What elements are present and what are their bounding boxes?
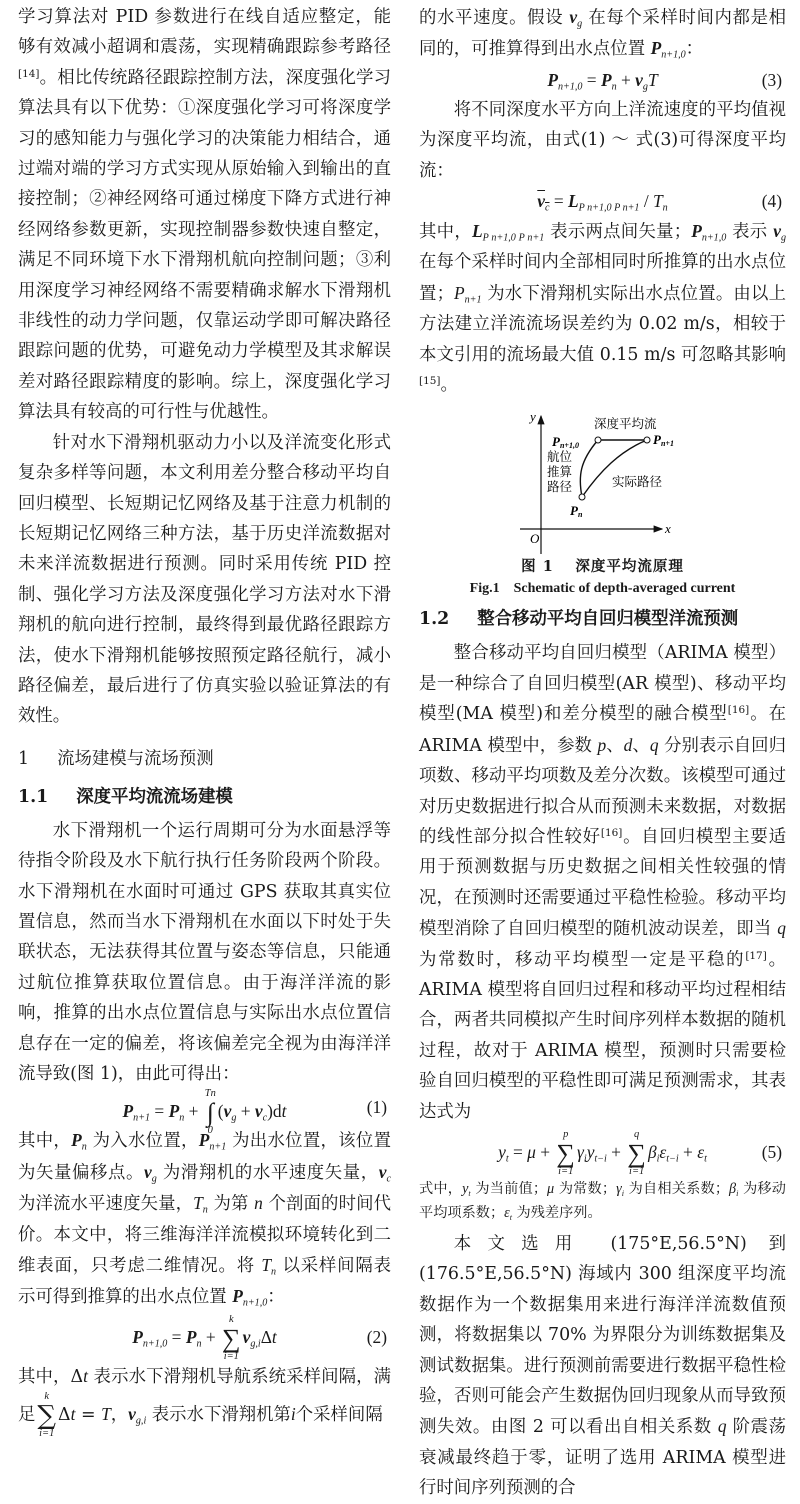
label-depth-averaged-current: 深度平均流 [594, 417, 657, 432]
paragraph [18, 428, 391, 732]
text-run: 。 [440, 375, 458, 396]
label-pn1: Pn+1 [653, 432, 674, 449]
math-subscript: i [583, 1153, 587, 1165]
equation-3 [419, 65, 786, 95]
math-subscript: g [151, 1173, 157, 1185]
text-run: 。相比传统路径跟踪控制方法，深度强化学习算法具有以下优势：①深度强化学习可将深度学习的感知能力与强化学习的决策能力相结合，通过端对端的学习方式实现从原始输入到输出的直接控制；②神经网络可通过梯度下降方式进行神经网络参数更新，实现控制器参数快速自整定，满足不同环境下水下滑翔机航向控制问题；③利用深度学习神经网络不需要精确求解水下滑翔机非线性的动力学问题，仅靠运动学即可解决路径跟踪问题的优势，可避免动力学模型及其求解误差对路径跟踪精度的影响。综上，深度强化学习算法具有较高的可行性与优越性。 [18, 67, 391, 423]
math-variable: p [597, 734, 607, 755]
math-subscript: n [179, 1112, 185, 1124]
math-subscript: t [704, 1153, 707, 1165]
label-pn10: Pn+1,0 [552, 434, 579, 451]
math-variable: $P_{n+1,0}$ [691, 221, 727, 244]
subsection-heading [419, 600, 786, 638]
math-subscript: g [780, 232, 786, 244]
text-run: 为常数时，移动平均模型一定是平稳的 [419, 949, 746, 970]
text-run: 整合移动平均自回归模型（ARIMA 模型）是一种综合了自回归模型(AR 模型)、移动平均模型(MA 模型)和差分模型的融合模型 [419, 643, 786, 725]
math-subscript: t [468, 1188, 471, 1198]
paragraph [419, 1229, 786, 1504]
math-variable: q [717, 1416, 727, 1437]
text-run: = [75, 1405, 102, 1426]
math-subscript: n [662, 202, 668, 214]
text-run: 为水下滑翔机实际出水点位置。由以上方法建立洋流流场误差约为 0.02 m/s，相较于本文引用的流场最大值 0.15 m/s 可忽略其影响 [419, 283, 786, 365]
text-run: 本文选用 (175°E,56.5°N) 到 (176.5°E,56.5°N) 海域内 300 组深度平均流数据作为一个数据集用来进行海洋洋流数值预测，将数据集以 70% 为界限分为训练数据集及测试数据集。进行预测前需要进行数据平稳性检验，否则可能会产生数据伪回归现象从而导致预测失效。由图 2 可以看出自相关系数 [419, 1233, 786, 1438]
math-subscript: P n+1,0 P n+1 [482, 232, 545, 244]
paragraph [419, 216, 786, 400]
lower-limit: i=1 [629, 1166, 645, 1178]
text-run: 为常数； [554, 1180, 617, 1197]
equation-body [498, 1129, 707, 1178]
text-run: 其中， [18, 1131, 72, 1152]
math-subscript: n+1,0 [558, 81, 583, 93]
text-run: 将不同深度水平方向上洋流速度的平均值视为深度平均流，由式(1) ～ 式(3)可得深度平均流： [419, 99, 786, 181]
upper-limit: k [228, 1314, 234, 1326]
text-run: 为第 [207, 1194, 255, 1215]
math-subscript: n+1 [464, 294, 482, 306]
integral-symbol [205, 1089, 216, 1136]
equation-note [419, 1177, 786, 1225]
math-subscript: i [621, 1188, 624, 1198]
section-number: 1 [18, 748, 30, 769]
math-variable: $v_g$ [143, 1161, 157, 1185]
math-variable: $T_n$ [193, 1193, 208, 1216]
text-run: = [582, 69, 601, 90]
paragraph [419, 95, 786, 186]
text-run: ： [685, 39, 704, 60]
equation-2 [18, 1313, 391, 1361]
equation-number: (5) [761, 1141, 782, 1162]
text-run: + [236, 1100, 255, 1121]
section-number: 1.1 [18, 786, 49, 807]
math-variable: T [647, 69, 658, 90]
figure-caption-cn: 图 1 深度平均流原理 [521, 558, 684, 576]
text-run: 的水平速度。假设 [419, 8, 570, 28]
math-subscript: i [656, 1153, 660, 1165]
text-run: = [549, 191, 569, 212]
math-variable: t [271, 1326, 277, 1347]
math-variable: $\beta_i$ [647, 1141, 660, 1165]
equation-body [132, 1314, 277, 1362]
equation-number: (1) [366, 1097, 387, 1118]
sum-symbol [37, 1392, 56, 1439]
math-variable: μ [527, 1141, 536, 1162]
text-run: + [678, 1141, 698, 1162]
text-run: 表示水下滑翔机导航系统采样间隔，满足 [18, 1366, 392, 1426]
text-run: + [184, 1100, 203, 1121]
math-variable: $P_{n+1}$ [122, 1100, 151, 1124]
math-variable: q [649, 734, 659, 755]
section-heading [18, 740, 391, 778]
math-variable: $P_{n+1,0}$ [547, 69, 583, 93]
text-run: 水下滑翔机一个运行周期可分为水面悬浮等待指令阶段及水下航行执行任务阶段两个阶段。水下滑翔机在水面时可通过 GPS 获取其真实位置信息，然而当水下滑翔机在水面以下时处于失联状态，无法获得其位置与姿态等信息，只能通过航位推算获取位置信息。由于海洋洋流的影响，推算的出水点位置信息与实际出水点位置信息存在一定的偏差，将该偏差完全视为由海洋洋流导致(图 1)，由此可得出： [18, 820, 391, 1084]
text-run: = [167, 1326, 186, 1347]
text-run: 为残差序列。 [512, 1204, 602, 1221]
math-variable: $P_n$ [71, 1130, 87, 1153]
math-variable: $\varepsilon_t$ [697, 1141, 707, 1165]
math-variable: $P_{n+1,0}$ [232, 1286, 268, 1309]
math-subscript: n+1,0 [142, 1338, 168, 1350]
text-run: 表示水下滑翔机第 [146, 1405, 291, 1426]
sum-symbol [627, 1130, 646, 1177]
equation-number: (4) [761, 191, 782, 212]
equation-number: (3) [761, 69, 782, 90]
math-subscript: n+1,0 [661, 49, 686, 61]
text-run: 为滑翔机的水平速度矢量， [156, 1162, 379, 1183]
math-variable: $P_n$ [168, 1100, 185, 1124]
equation-5 [419, 1127, 786, 1177]
sum-symbol [556, 1130, 575, 1177]
text-run: 其中，Δ [18, 1366, 84, 1387]
citation: [17] [745, 949, 767, 962]
text-run: + [535, 1141, 555, 1162]
math-variable: q [777, 918, 786, 939]
label-dead-reckoning-3: 路径 [547, 480, 573, 495]
text-run: 表示 [726, 222, 774, 243]
citation: [16] [727, 704, 750, 717]
text-run: + [606, 1141, 626, 1162]
citation: [16] [600, 826, 623, 839]
text-run: ： [267, 1287, 285, 1308]
citation: [14] [18, 67, 40, 80]
operator: ∑ [222, 1323, 241, 1353]
section-title: 深度平均流流场建模 [76, 786, 233, 807]
text-run: 为洋流水平速度矢量， [18, 1194, 194, 1215]
math-variable: $\gamma_i$ [616, 1180, 624, 1198]
text-run: 、 [632, 735, 650, 756]
citation: [15] [419, 374, 441, 387]
dead-reckoning-path [580, 440, 598, 497]
figure-depth-averaged-current [500, 406, 700, 556]
math-variable: $v_g$ [223, 1100, 237, 1124]
equation-number: (2) [366, 1326, 387, 1347]
math-variable: $P_n$ [600, 69, 617, 93]
math-subscript: n+1 [209, 1141, 227, 1153]
sum-symbol [222, 1315, 241, 1362]
point-pn10 [595, 437, 601, 443]
math-subscript: t [505, 1153, 509, 1165]
text-run: 为出水位置，该位置为矢量偏移点。 [18, 1131, 391, 1183]
text-run: = [150, 1100, 169, 1121]
text-run: 在每个采样时间内都是相同的，可推算得到出水点位置 [419, 8, 787, 60]
text-run: 、 [606, 735, 624, 756]
lower-limit: i=1 [223, 1350, 239, 1362]
paragraph [18, 1361, 391, 1439]
math-variable: $v_{g,i}$ [128, 1404, 147, 1427]
point-pn1 [644, 437, 650, 443]
text-run: )d [267, 1100, 282, 1121]
math-variable: $y_{t-i}$ [586, 1141, 607, 1165]
origin-label: O [530, 531, 540, 547]
text-run: 在每个采样时间内全部相同时所推算的出水点位置； [419, 252, 786, 304]
right-column [419, 2, 786, 1504]
math-variable: d [623, 734, 633, 755]
text-run: + [616, 69, 636, 90]
operator: ∑ [627, 1138, 646, 1168]
math-subscript: c [386, 1173, 391, 1185]
text-run: 为入水位置， [86, 1131, 199, 1152]
text-run: 。ARIMA 模型将自回归过程和移动平均过程相结合，两者共同模拟产生时间序列样本数据的随机过程，故对于 ARIMA 模型，预测时只需要检验自回归模型的平稳性即可满足预测需求，其表达式为 [419, 949, 786, 1122]
math-subscript: t [509, 1212, 513, 1222]
lower-limit: 0 [207, 1124, 213, 1136]
math-variable: $T_n$ [261, 1255, 277, 1278]
paragraph [419, 2, 786, 65]
text-run: 阶震荡衰减最终趋于零，证明了选用 ARIMA 模型进行时间序列预测的合 [419, 1417, 787, 1499]
text-run: Δ [260, 1326, 272, 1347]
paragraph [18, 2, 391, 428]
math-variable: $P_{n+1}$ [198, 1130, 227, 1153]
text-run: 其中， [419, 222, 473, 243]
math-subscript: g [642, 81, 648, 93]
math-variable: $v_c$ [378, 1161, 391, 1185]
text-run: ， [110, 1405, 129, 1426]
lower-limit: i=1 [558, 1166, 574, 1178]
math-subscript: g,i [250, 1338, 261, 1350]
equation-body [537, 191, 668, 214]
math-subscript: n [202, 1204, 208, 1216]
paragraph [18, 816, 391, 1090]
text-run: Δ [58, 1405, 71, 1426]
text-run: 以采样间隔表示可得到推算的出水点位置 [18, 1256, 392, 1308]
math-variable: $P_{n+1}$ [453, 282, 482, 306]
math-variable: $v_{g,i}$ [242, 1326, 261, 1350]
text-run: 分别表示自回归项数、移动平均项数及差分次数。该模型可通过对历史数据进行拟合从而预测未来数据，对数据的线性部分拟合性较好 [419, 735, 786, 847]
math-variable: $v_g$ [569, 7, 583, 30]
math-subscript: n [271, 1266, 277, 1278]
equation-body [547, 69, 658, 93]
math-variable: $\gamma_i$ [577, 1141, 587, 1165]
math-subscript: c [262, 1112, 268, 1124]
math-subscript: P n+1,0 P n+1 [578, 202, 640, 214]
lower-limit: i=1 [39, 1427, 55, 1439]
math-subscript: t−i [666, 1153, 679, 1165]
left-column [18, 2, 391, 1439]
math-subscript: g [577, 18, 583, 30]
math-subscript: n [196, 1338, 202, 1350]
math-subscript: n+1 [133, 1112, 151, 1124]
math-variable: $v_g$ [773, 221, 786, 244]
upper-limit: p [563, 1129, 569, 1141]
math-variable: $L_{P n+1,0 P n+1}$ [472, 221, 545, 244]
section-number: 1.2 [419, 609, 450, 630]
label-dead-reckoning-2: 推算 [547, 465, 573, 480]
text-run: 为移动平均项系数； [419, 1180, 786, 1221]
text-run: 个剖面的时间代价。本文中，将三维海洋洋流模拟环境转化到二维表面，只考虑二维情况。将 [18, 1194, 391, 1277]
math-variable: $T_n$ [653, 191, 668, 214]
paragraph [419, 638, 786, 1127]
math-subscript: g,i [135, 1415, 147, 1427]
text-run: = [508, 1141, 528, 1162]
operator: ∫ [206, 1097, 214, 1127]
operator: ∑ [37, 1400, 57, 1431]
math-variable: $P_{n+1,0}$ [132, 1326, 168, 1350]
math-variable: $y_t$ [462, 1180, 471, 1198]
text-run: 。在 ARIMA 模型中，参数 [419, 704, 786, 756]
point-pn [579, 494, 585, 500]
math-variable: μ [547, 1180, 555, 1197]
subsection-heading [18, 778, 391, 816]
text-run: 为当前值； [470, 1180, 548, 1197]
math-subscript: c [545, 202, 550, 214]
upper-limit: k [44, 1391, 50, 1403]
text-run: 表示两点间矢量； [544, 222, 692, 243]
math-subscript: i [736, 1188, 739, 1198]
label-actual-path: 实际路径 [612, 475, 663, 490]
equation-4 [419, 186, 786, 216]
math-variable: t [70, 1404, 76, 1425]
math-variable: i [290, 1404, 296, 1425]
equation-1 [18, 1088, 391, 1136]
math-subscript: g [231, 1112, 237, 1124]
math-subscript: n+1,0 [701, 232, 727, 244]
equation-body [122, 1088, 287, 1136]
math-variable: $P_n$ [185, 1326, 202, 1350]
section-title: 流场建模与流场预测 [57, 748, 214, 769]
text-run: 为自相关系数； [623, 1180, 730, 1197]
label-pn: Pn [570, 503, 583, 520]
text-run: 。自回归模型主要适用于预测数据与历史数据之间相关性较强的情况，在预测时还需要通过平稳性检验。移动平均模型消除了自回归模型的随机波动误差，即当 [419, 826, 786, 940]
math-subscript: t−i [594, 1153, 607, 1165]
math-variable: $v_g$ [635, 69, 648, 93]
operator: ∑ [556, 1138, 576, 1168]
math-variable: $\beta_i$ [729, 1180, 739, 1198]
text-run: 学习算法对 PID 参数进行在线自适应整定，能够有效减小超调和震荡，实现精确跟踪参考路径 [18, 7, 391, 58]
figure-caption-en: Fig.1 Schematic of depth-averaged current [469, 581, 736, 597]
math-variable: $y_t$ [498, 1141, 509, 1165]
math-variable: n [254, 1193, 263, 1214]
math-variable: $L_{P n+1,0 P n+1}$ [568, 191, 640, 214]
math-variable: $\varepsilon_{t-i}$ [659, 1141, 679, 1165]
math-variable: $\varepsilon_t$ [504, 1204, 513, 1222]
math-variable: T [101, 1404, 111, 1425]
text-run: / [639, 191, 653, 212]
math-subscript: n+1,0 [242, 1297, 268, 1309]
label-dead-reckoning-1: 航位 [547, 450, 573, 465]
math-subscript: n [81, 1141, 87, 1153]
text-run: 个采样间隔 [295, 1405, 383, 1426]
text-run: 式中， [419, 1180, 463, 1197]
math-variable: $P_{n+1,0}$ [650, 38, 686, 61]
upper-limit: q [634, 1129, 640, 1141]
section-title: 整合移动平均自回归模型洋流预测 [477, 609, 739, 630]
y-axis-label: y [530, 409, 536, 425]
math-subscript: n [611, 81, 617, 93]
text-run: 针对水下滑翔机驱动力小以及洋流变化形式复杂多样等问题，本文利用差分整合移动平均自回归模型、长短期记忆网络及基于注意力机制的长短期记忆网络三种方法，基于历史洋流数据对未来洋流数据进行预测。同时采用传统 PID 控制、强化学习方法及深度强化学习方法对水下滑翔机的航向进行控制，最终得到最优路径跟踪方法，使水下滑翔机能够按照预定路径航行，减小路径偏差，最后进行了仿真实验以验证算法的有效性。 [18, 432, 391, 727]
math-variable: t [83, 1365, 88, 1386]
math-variable: $v_c$ [537, 191, 550, 214]
math-variable: $v_c$ [254, 1100, 268, 1124]
text-run: ( [217, 1100, 224, 1121]
upper-limit: Tn [204, 1088, 216, 1100]
math-variable: t [281, 1100, 287, 1121]
text-run: + [201, 1326, 221, 1347]
x-axis-label: x [665, 521, 671, 537]
paragraph [18, 1125, 391, 1312]
